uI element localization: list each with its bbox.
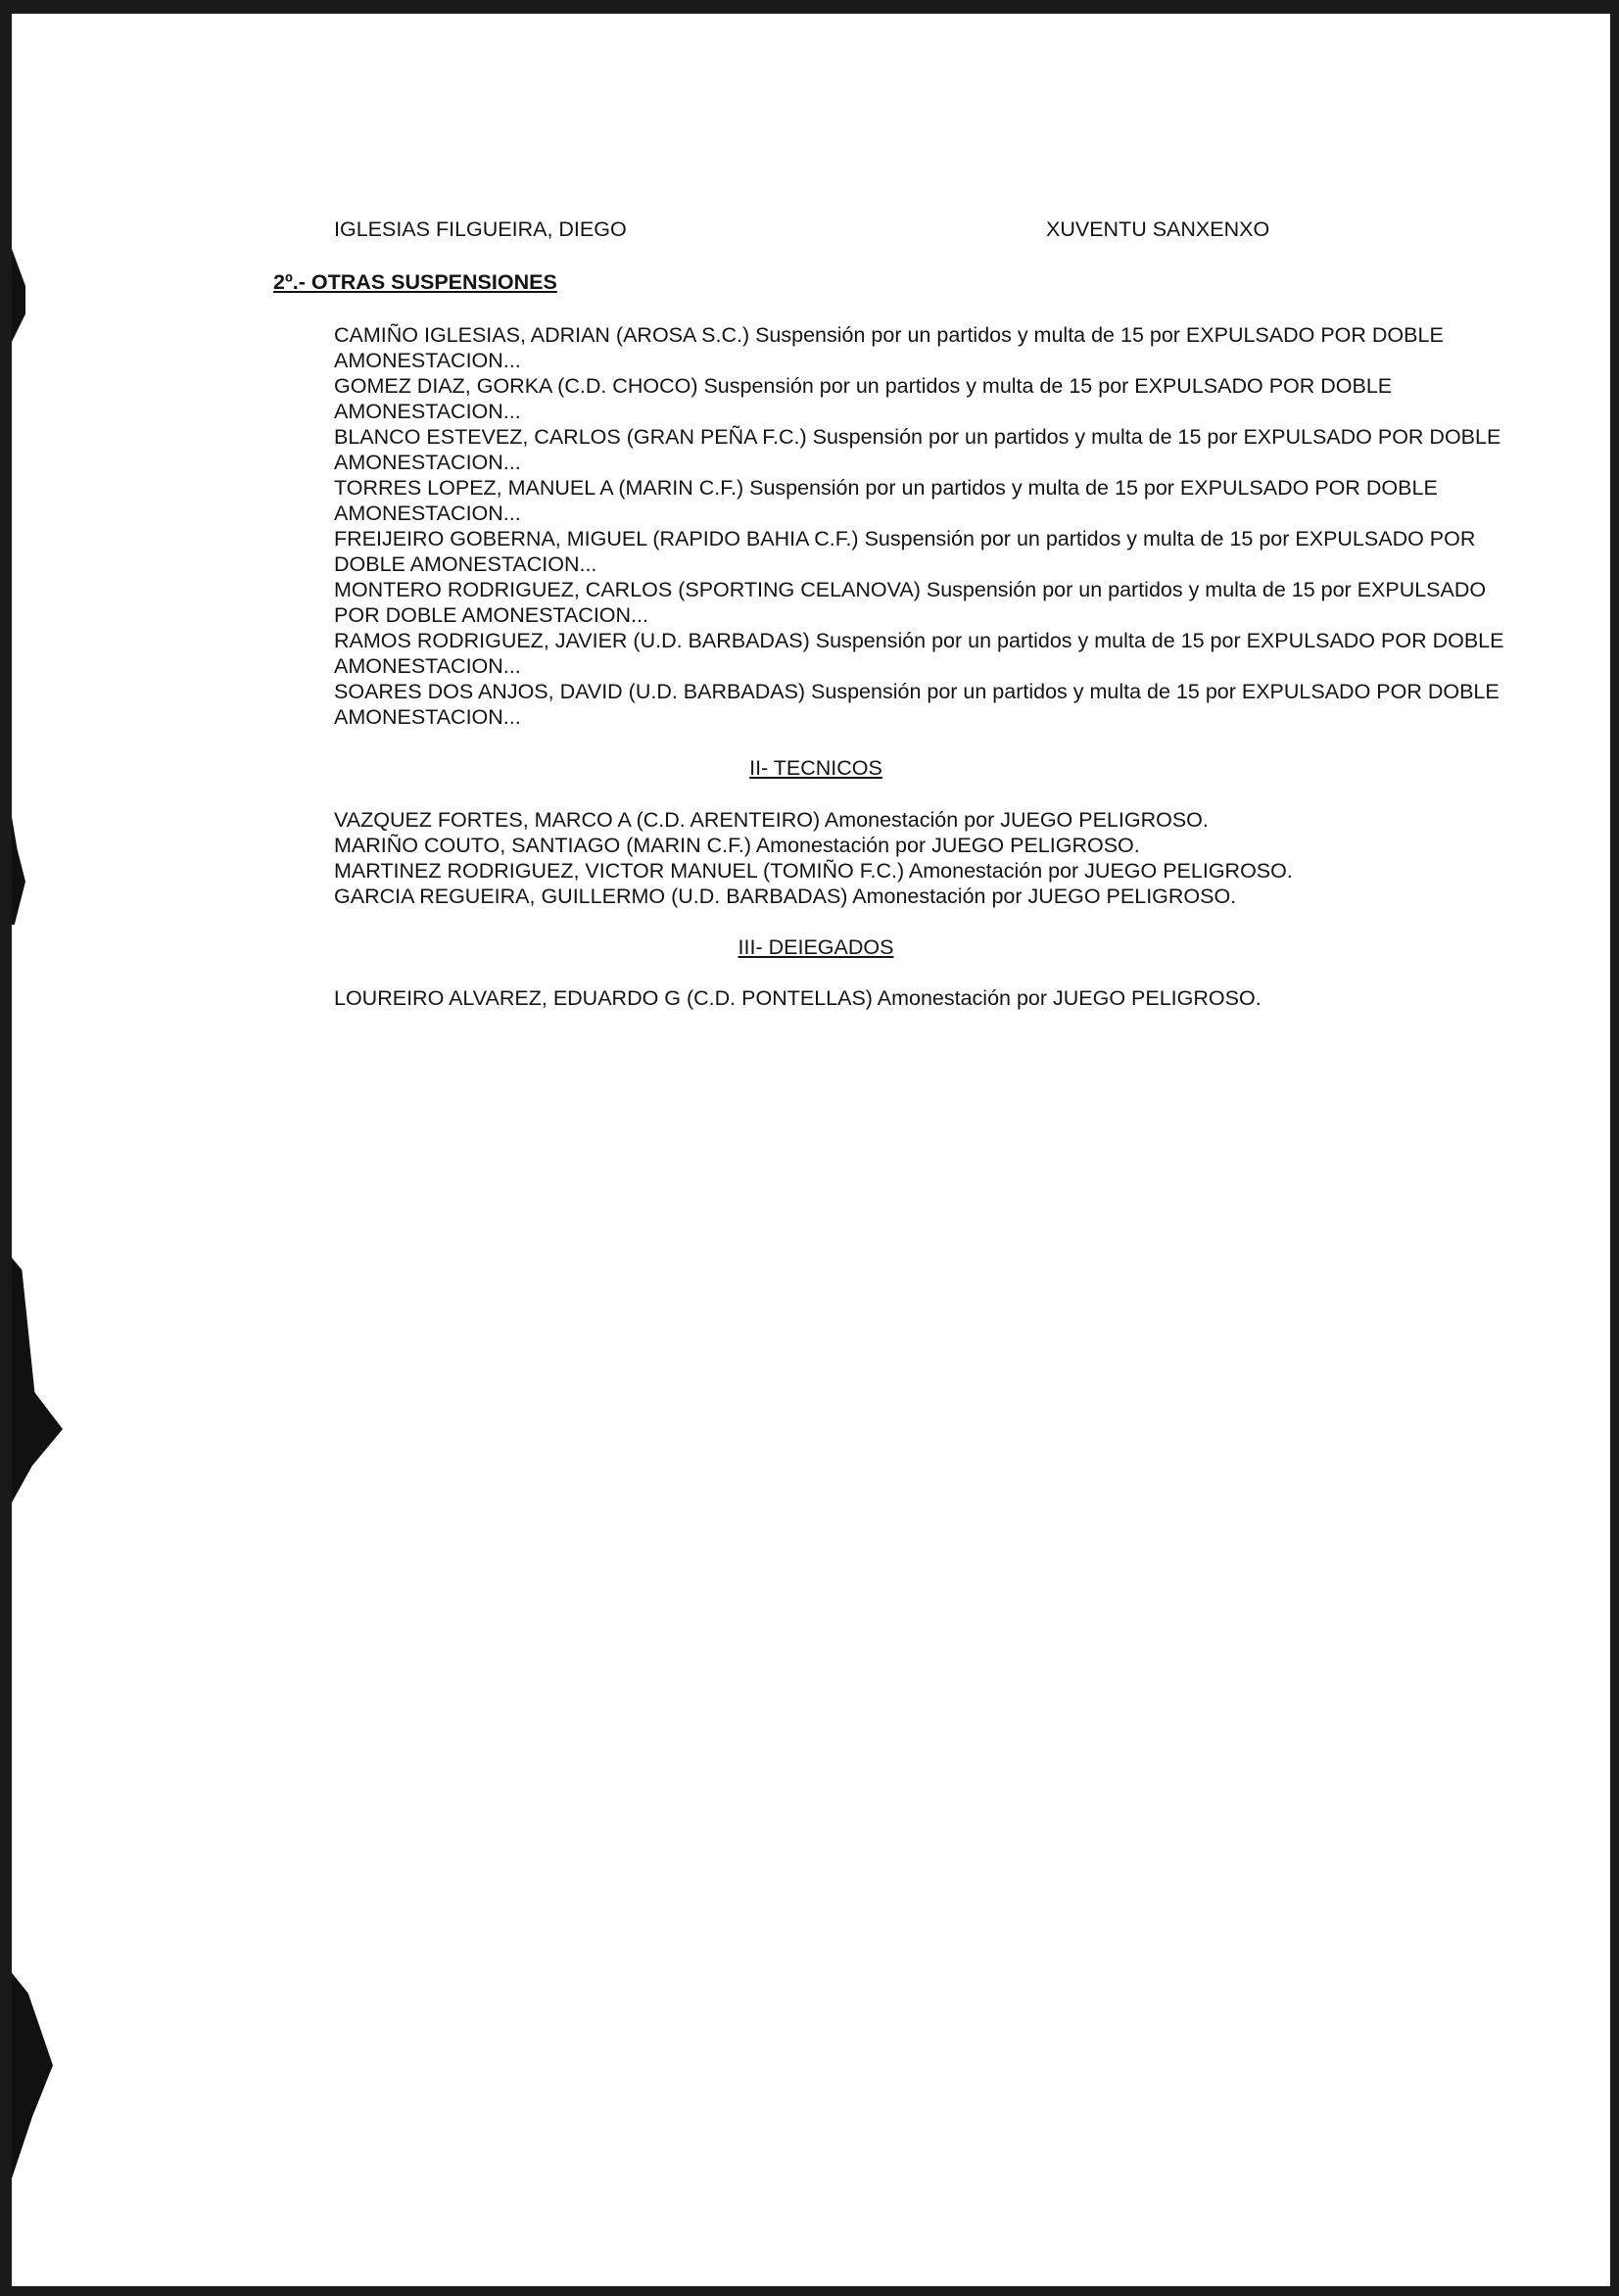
- section-title-tecnicos: [12, 754, 1610, 782]
- scan-artifact: [12, 249, 25, 342]
- suspension-entry: SOARES DOS ANJOS, DAVID (U.D. BARBADAS) Suspensión por un partidos y multa de 15 por EXPULSADO POR DOBLE AMONESTACION...: [334, 680, 1500, 729]
- tecnico-entry: MARIÑO COUTO, SANTIAGO (MARIN C.F.) Amonestación por JUEGO PELIGROSO.: [334, 834, 1140, 857]
- suspension-entry: GOMEZ DIAZ, GORKA (C.D. CHOCO) Suspensión por un partidos y multa de 15 por EXPULSADO POR DOBLE AMONESTACION...: [334, 374, 1393, 423]
- delegados-list: [334, 985, 1529, 1011]
- suspension-entry: FREIJEIRO GOBERNA, MIGUEL (RAPIDO BAHIA C.F.) Suspensión por un partidos y multa de 15 por EXPULSADO POR DOBLE AMONESTACION...: [334, 527, 1476, 576]
- scan-artifact: [12, 1258, 63, 1503]
- tecnicos-title: II- TECNICOS: [749, 756, 882, 780]
- suspension-entry: CAMIÑO IGLESIAS, ADRIAN (AROSA S.C.) Suspensión por un partidos y multa de 15 por EXPULSADO POR DOBLE AMONESTACION...: [334, 323, 1444, 372]
- section-title-delegados: [12, 933, 1610, 961]
- suspension-list: [334, 322, 1529, 730]
- delegado-entry: LOUREIRO ALVAREZ, EDUARDO G (C.D. PONTELLAS) Amonestación por JUEGO PELIGROSO.: [334, 986, 1262, 1010]
- delegados-title: III- DEIEGADOS: [738, 935, 894, 959]
- document-page: [12, 14, 1610, 2286]
- suspension-entry: RAMOS RODRIGUEZ, JAVIER (U.D. BARBADAS) Suspensión por un partidos y multa de 15 por EXPULSADO POR DOBLE AMONESTACION...: [334, 629, 1504, 678]
- tecnico-entry: GARCIA REGUEIRA, GUILLERMO (U.D. BARBADAS) Amonestación por JUEGO PELIGROSO.: [334, 885, 1237, 908]
- header-club: XUVENTU SANXENXO: [1046, 217, 1270, 241]
- scan-artifact: [12, 1973, 53, 2178]
- tecnico-entry: VAZQUEZ FORTES, MARCO A (C.D. ARENTEIRO) Amonestación por JUEGO PELIGROSO.: [334, 808, 1209, 832]
- suspension-entry: BLANCO ESTEVEZ, CARLOS (GRAN PEÑA F.C.) Suspensión por un partidos y multa de 15 por EXPULSADO POR DOBLE AMONESTACION...: [334, 425, 1501, 474]
- suspension-entry: TORRES LOPEZ, MANUEL A (MARIN C.F.) Suspensión por un partidos y multa de 15 por EXPULSADO POR DOBLE AMONESTACION...: [334, 476, 1438, 525]
- header-player: IGLESIAS FILGUEIRA, DIEGO: [334, 217, 627, 241]
- scan-artifact: [12, 817, 25, 925]
- tecnicos-list: [334, 807, 1529, 909]
- suspension-entry: MONTERO RODRIGUEZ, CARLOS (SPORTING CELANOVA) Suspensión por un partidos y multa de 15 por EXPULSADO POR DOBLE AMONESTACION...: [334, 578, 1487, 627]
- tecnico-entry: MARTINEZ RODRIGUEZ, VICTOR MANUEL (TOMIÑO F.C.) Amonestación por JUEGO PELIGROSO.: [334, 859, 1293, 883]
- section-title-otras-suspensiones: 2º.- OTRAS SUSPENSIONES: [273, 270, 557, 294]
